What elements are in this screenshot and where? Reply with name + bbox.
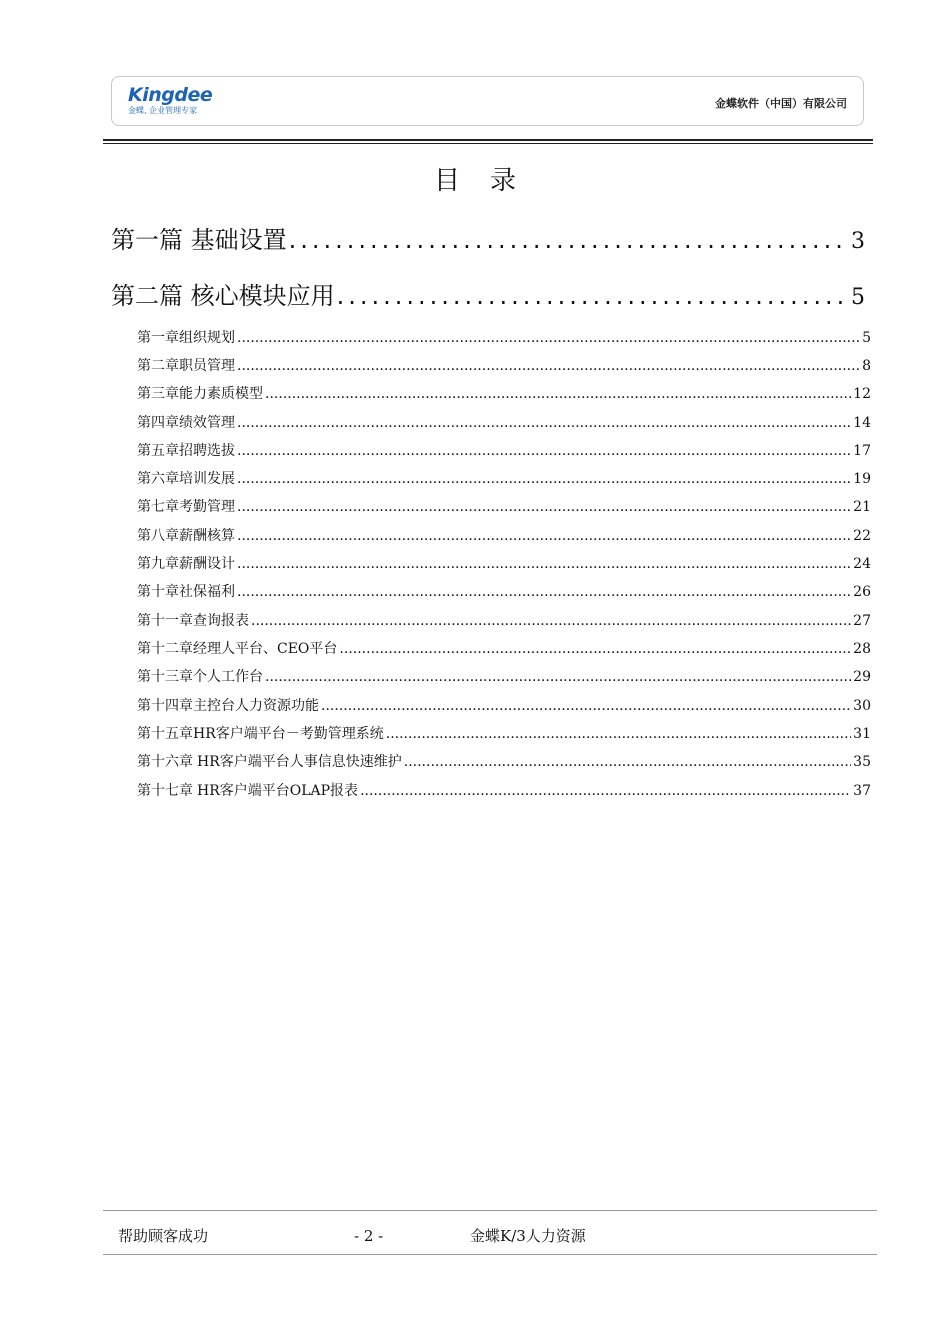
dot-leader [237, 328, 860, 343]
toc-chapter-17[interactable] [137, 781, 871, 801]
dot-leader [237, 526, 851, 541]
toc-chapter-1[interactable] [137, 328, 871, 348]
chapter-number: 第四章 [137, 415, 179, 431]
chapter-number: 第六章 [137, 471, 179, 487]
toc-chapter-11[interactable] [137, 611, 871, 631]
part-page-number: 3 [851, 229, 865, 254]
logo-tagline: 金蝶, 企业管理专家 [128, 106, 198, 115]
toc-chapter-15[interactable] [137, 724, 871, 744]
toc-chapter-7[interactable] [137, 497, 871, 517]
chapter-number: 第十五章 [137, 726, 193, 742]
chapter-page-number: 8 [862, 358, 871, 374]
toc-chapter-2[interactable] [137, 356, 871, 376]
dot-leader [265, 384, 851, 399]
chapter-title: 薪酬设计 [179, 556, 235, 572]
toc-part-1[interactable] [111, 224, 865, 258]
chapter-title: HR客户端平台人事信息快速维护 [197, 754, 402, 770]
toc-chapter-16[interactable] [137, 752, 871, 772]
toc-chapter-12[interactable] [137, 639, 871, 659]
chapter-page-number: 35 [853, 754, 871, 770]
chapter-title: 考勤管理 [179, 499, 235, 515]
chapter-number: 第九章 [137, 556, 179, 572]
dot-leader [404, 752, 851, 767]
dot-leader [237, 441, 851, 456]
footer-rule-top [103, 1210, 877, 1211]
chapter-number: 第一章 [137, 330, 179, 346]
toc-chapter-5[interactable] [137, 441, 871, 461]
chapter-number: 第十二章 [137, 641, 193, 657]
chapter-page-number: 30 [853, 698, 871, 714]
chapter-number: 第七章 [137, 499, 179, 515]
toc-chapter-14[interactable] [137, 696, 871, 716]
chapter-page-number: 24 [853, 556, 871, 572]
chapter-title: HR客户端平台OLAP报表 [197, 783, 359, 799]
dot-leader [237, 582, 851, 597]
chapter-page-number: 5 [862, 330, 871, 346]
dot-leader [237, 497, 851, 512]
dot-leader [265, 667, 851, 682]
chapter-number: 第三章 [137, 386, 179, 402]
part-page-number: 5 [851, 285, 865, 310]
chapter-title: 招聘选拔 [179, 443, 235, 459]
dot-leader [237, 413, 851, 428]
chapter-page-number: 26 [853, 584, 871, 600]
footer-page-number: - 2 - [354, 1227, 384, 1245]
chapter-number: 第五章 [137, 443, 179, 459]
part-label: 第二篇 核心模块应用 [111, 282, 335, 310]
chapter-number: 第二章 [137, 358, 179, 374]
chapter-page-number: 17 [853, 443, 871, 459]
chapter-number: 第十四章 [137, 698, 193, 714]
dot-leader [337, 280, 849, 306]
dot-leader [360, 781, 851, 796]
chapter-page-number: 14 [853, 415, 871, 431]
chapter-title: 薪酬核算 [179, 528, 235, 544]
chapter-page-number: 37 [853, 783, 871, 799]
dot-leader [289, 224, 849, 250]
toc-chapter-13[interactable] [137, 667, 871, 687]
chapter-page-number: 12 [853, 386, 871, 402]
footer-product: 金蝶K/3人力资源 [470, 1227, 586, 1245]
chapter-page-number: 19 [853, 471, 871, 487]
chapter-number: 第十三章 [137, 669, 193, 685]
chapter-page-number: 31 [853, 726, 871, 742]
toc-chapter-9[interactable] [137, 554, 871, 574]
chapter-number: 第十七章 [137, 783, 193, 799]
chapter-title: 经理人平台、CEO平台 [193, 641, 338, 657]
toc-chapter-3[interactable] [137, 384, 871, 404]
dot-leader [386, 724, 851, 739]
chapter-page-number: 27 [853, 613, 871, 629]
chapter-title: 职员管理 [179, 358, 235, 374]
toc-chapter-6[interactable] [137, 469, 871, 489]
chapter-title: 社保福利 [179, 584, 235, 600]
footer-rule-bottom [103, 1254, 877, 1255]
toc-part-2[interactable] [111, 280, 865, 314]
dot-leader [237, 356, 860, 371]
logo-wordmark: Kingdee [128, 84, 213, 106]
toc-chapter-4[interactable] [137, 413, 871, 433]
company-name: 金蝶软件（中国）有限公司 [715, 97, 847, 110]
chapter-page-number: 28 [853, 641, 871, 657]
chapter-title: 个人工作台 [193, 669, 263, 685]
footer-slogan: 帮助顾客成功 [118, 1227, 209, 1245]
chapter-title: 组织规划 [179, 330, 235, 346]
chapter-page-number: 21 [853, 499, 871, 515]
chapter-page-number: 29 [853, 669, 871, 685]
chapter-number: 第十六章 [137, 754, 193, 770]
chapter-number: 第八章 [137, 528, 179, 544]
chapter-number: 第十一章 [137, 613, 193, 629]
toc-chapter-8[interactable] [137, 526, 871, 546]
chapter-title: HR客户端平台－考勤管理系统 [193, 726, 384, 742]
chapter-title: 培训发展 [179, 471, 235, 487]
chapter-number: 第十章 [137, 584, 179, 600]
chapter-title: 查询报表 [193, 613, 249, 629]
toc-title: 目录 [433, 166, 546, 196]
part-label: 第一篇 基础设置 [111, 226, 287, 254]
chapter-title: 绩效管理 [179, 415, 235, 431]
dot-leader [321, 696, 851, 711]
chapter-title: 能力素质模型 [179, 386, 263, 402]
dot-leader [339, 639, 851, 654]
dot-leader [237, 554, 851, 569]
dot-leader [251, 611, 851, 626]
dot-leader [237, 469, 851, 484]
chapter-page-number: 22 [853, 528, 871, 544]
toc-chapter-10[interactable] [137, 582, 871, 602]
chapter-title: 主控台人力资源功能 [193, 698, 319, 714]
